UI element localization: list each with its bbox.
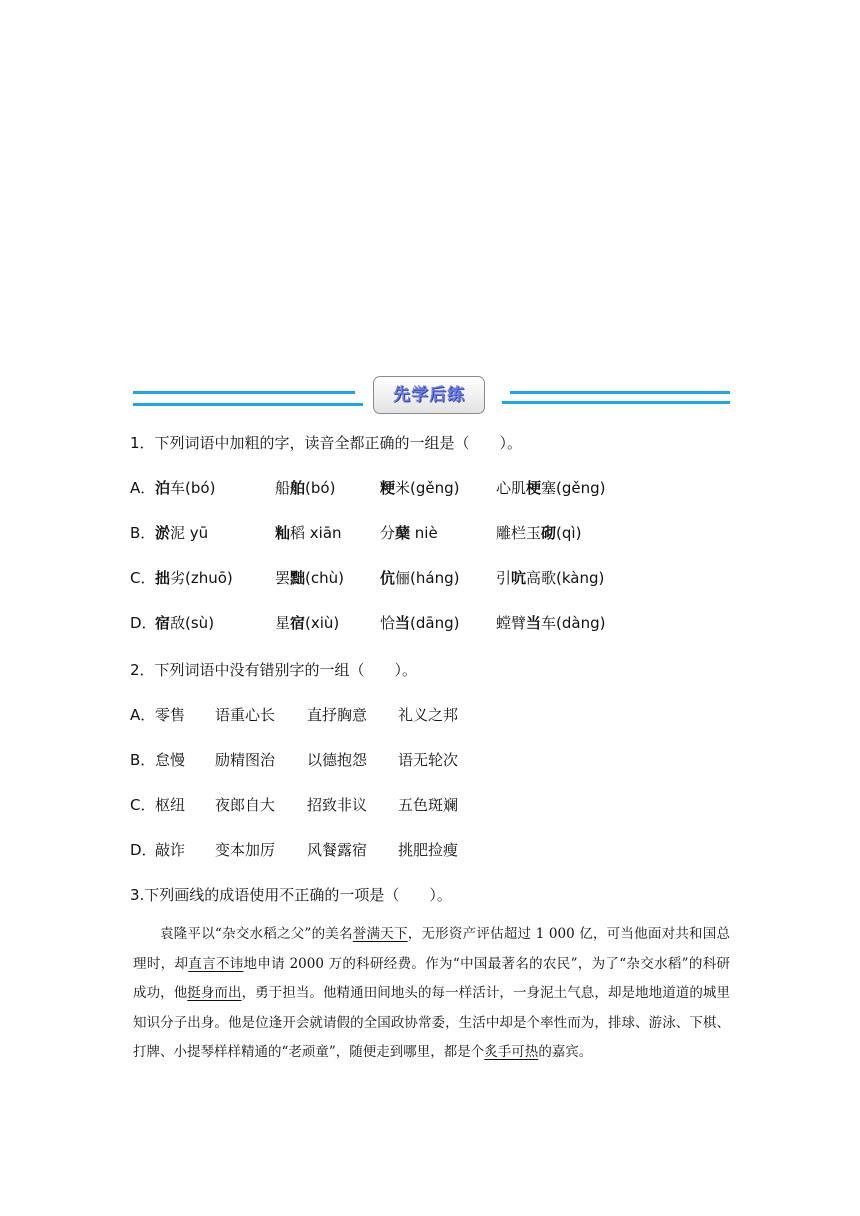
passage-text: ，勇于担当。他精通田间地头的每一样活计，一身泥土气息，却是地地道道的城里知识分子出身。他是位逢开会就请假的全国政协常委，生活中却是个率性而为，排球、游泳、下棋、打牌、小提琴样样精通的“老顽童”，随便走到哪里，都是个 <box>133 985 731 1060</box>
q1-word <box>496 568 604 588</box>
q1-word <box>380 568 459 588</box>
bold-char: 吭 <box>511 569 527 587</box>
q2-word: 礼义之邦 <box>398 706 459 724</box>
word-suffix: (qì) <box>556 524 582 542</box>
q1-option-b <box>130 523 582 543</box>
bold-char: 宿 <box>155 614 171 632</box>
word-suffix: (bó) <box>305 479 336 497</box>
bold-char: 蘖 <box>395 524 411 542</box>
q1-word <box>380 523 438 543</box>
q2-word: 变本加厉 <box>215 841 276 859</box>
q2-word: 五色斑斓 <box>398 796 459 814</box>
bold-char: 拙 <box>155 569 171 587</box>
question-3-stem: 3.下列画线的成语使用不正确的一项是（ ）。 <box>130 886 452 904</box>
word-suffix: 塞(gěng) <box>541 479 606 497</box>
option-label: C． <box>130 796 156 814</box>
word-suffix: 车(bó) <box>170 479 216 497</box>
underlined-idiom: 炙手可热 <box>484 1044 539 1060</box>
q2-word: 语重心长 <box>215 706 276 724</box>
word-suffix: (xiù) <box>305 614 340 632</box>
underlined-idiom: 直言不讳 <box>188 955 244 972</box>
word-suffix: 敌(sù) <box>170 614 215 632</box>
q2-option-b <box>130 750 459 770</box>
q1-word <box>275 523 342 543</box>
q1-word <box>275 568 344 588</box>
word-suffix: 劣(zhuō) <box>170 569 233 587</box>
q1-word <box>155 523 208 543</box>
word-suffix: niè <box>410 524 438 542</box>
q1-word <box>380 613 459 633</box>
word-suffix: 高歌(kàng) <box>526 569 605 587</box>
question-1-stem: 1．下列词语中加粗的字，读音全都正确的一组是（ ）。 <box>130 434 523 452</box>
q2-word: 怠慢 <box>155 751 186 769</box>
question-3-passage <box>133 920 730 1068</box>
q2-word: 夜郎自大 <box>215 796 276 814</box>
q1-word <box>275 613 339 633</box>
option-label: C． <box>130 569 156 587</box>
word-suffix: (chù) <box>305 569 344 587</box>
q2-word: 招致非议 <box>307 796 368 814</box>
q1-word <box>496 478 606 498</box>
word-suffix: 俪(háng) <box>395 569 460 587</box>
word-prefix: 雕栏玉 <box>496 524 542 542</box>
q1-option-d <box>130 613 606 633</box>
option-label: D． <box>130 614 157 632</box>
word-prefix: 星 <box>275 614 291 632</box>
q1-option-a <box>130 478 606 498</box>
word-suffix: 泥 yū <box>170 524 209 542</box>
underlined-idiom: 挺身而出 <box>187 985 242 1001</box>
word-prefix: 螳臂 <box>496 614 527 632</box>
q1-word <box>496 613 605 633</box>
q2-word: 敲诈 <box>155 841 186 859</box>
bold-char: 宿 <box>290 614 306 632</box>
q2-word: 直抒胸意 <box>307 706 368 724</box>
q2-word: 以德抱怨 <box>307 751 368 769</box>
bold-char: 当 <box>395 614 411 632</box>
word-prefix: 引 <box>496 569 512 587</box>
q2-word: 语无轮次 <box>398 751 459 769</box>
q2-option-c <box>130 795 459 815</box>
option-label: B． <box>130 751 156 769</box>
word-prefix: 分 <box>380 524 396 542</box>
q1-word <box>155 478 215 498</box>
bold-char: 砌 <box>541 524 557 542</box>
q2-option-a <box>130 705 459 725</box>
word-prefix: 心肌 <box>496 479 527 497</box>
q2-word: 枢纽 <box>155 796 186 814</box>
q2-word: 风餐露宿 <box>307 841 368 859</box>
option-label: D． <box>130 841 157 859</box>
q2-word: 挑肥捡瘦 <box>398 841 459 859</box>
option-label: A． <box>130 706 156 724</box>
passage-text: 袁隆平以“杂交水稻之父”的美名 <box>160 926 353 942</box>
bold-char: 淤 <box>155 524 171 542</box>
bold-char: 舶 <box>290 479 306 497</box>
underlined-idiom: 誉满天下 <box>352 926 408 942</box>
q1-word <box>275 478 335 498</box>
bold-char: 黜 <box>290 569 306 587</box>
bold-char: 泊 <box>155 479 171 497</box>
option-label: B． <box>130 524 156 542</box>
banner-line-right-bottom <box>502 401 730 404</box>
q1-word <box>155 568 233 588</box>
bold-char: 当 <box>526 614 542 632</box>
q1-word <box>380 478 460 498</box>
word-suffix: 米(gěng) <box>395 479 460 497</box>
option-label: A． <box>130 479 156 497</box>
passage-text: ，无形资产评估超过 1 000 亿，可当他面对共和国总理时，却 <box>133 926 731 972</box>
word-suffix: 车(dàng) <box>541 614 606 632</box>
section-banner <box>0 372 860 422</box>
bold-char: 梗 <box>526 479 542 497</box>
passage-text: 地申请 2000 万的科研经费。作为“中国最著名的农民”，为了“杂交水稻”的科研成功，他 <box>133 955 731 1001</box>
word-prefix: 恰 <box>380 614 396 632</box>
q1-word <box>496 523 581 543</box>
banner-line-left-top <box>133 391 355 394</box>
section-title: 先学后练 <box>373 376 485 414</box>
bold-char: 粳 <box>380 479 396 497</box>
q1-option-c <box>130 568 605 588</box>
q2-option-d <box>130 840 459 860</box>
question-2-stem: 2．下列词语中没有错别字的一组（ ）。 <box>130 661 418 679</box>
q2-word: 零售 <box>155 706 186 724</box>
q2-word: 励精图治 <box>215 751 276 769</box>
bold-char: 籼 <box>275 524 291 542</box>
word-suffix: (dāng) <box>410 614 460 632</box>
banner-line-right-top <box>510 391 730 394</box>
passage-text: 的嘉宾。 <box>538 1044 593 1060</box>
q1-word <box>155 613 214 633</box>
banner-line-left-bottom <box>133 403 363 406</box>
word-suffix: 稻 xiān <box>290 524 342 542</box>
word-prefix: 船 <box>275 479 291 497</box>
word-prefix: 罢 <box>275 569 291 587</box>
bold-char: 伉 <box>380 569 396 587</box>
